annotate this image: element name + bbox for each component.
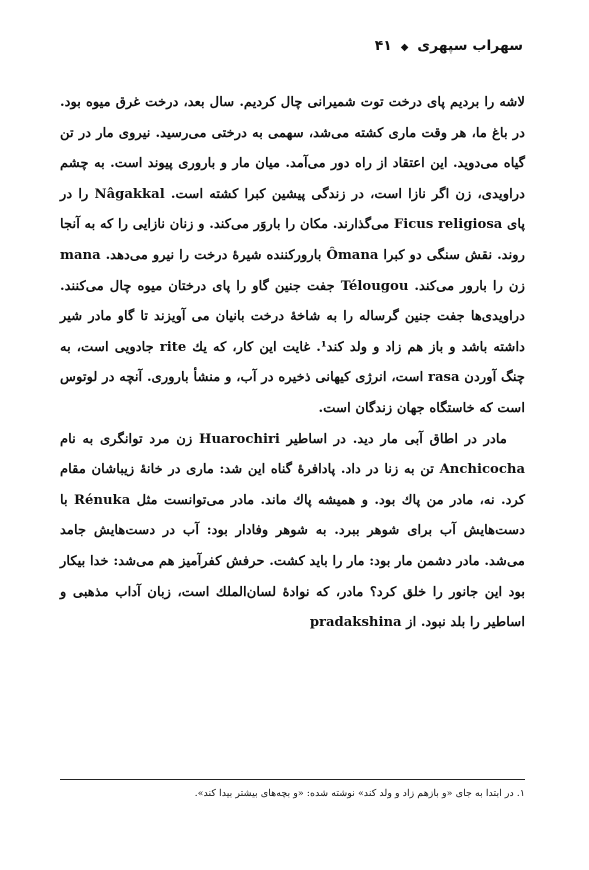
- running-title: سهراب سپهری: [417, 38, 523, 54]
- paragraph-1: لاشه را برديم پاى درخت توت شميرانى چال كرديم. سال بعد، درخت غرق ميوه بود. در باغ ما، هر وقت مارى كشته مى‌شد، سهمى به درختى مى‌رسيد. نيروى مار در تن گياه مى‌دويد. اين اعتقاد از راه دور مى‌آمد. ميان مار و بارورى پيوند است. به چشم دراويدى، زن اگر نازا است، در زندگى پيشين كبرا كشته است. Nâgakkal را در پاى Ficus religiosa مى‌گذارند. مكان را باروَر مى‌كند. و زنان نازايى را كه به آنجا روند. نقش سنگى دو كبرا Ômana بارورکننده شيرهٔ درخت را نيرو مى‌دهد. mana زن را بارور مى‌كند. Télougou جفت جنين گاو را پاى درختان ميوه چال مى‌كنند. دراويدى‌ها جفت جنين گرساله را به شاخهٔ درخت بانيان مى آويزند تا گاو مادر شير داشته باشد و باز هم زاد و ولد كند¹. غايت اين كار، كه يك rite جادويى است، به چنگ آوردن rasa است، انرژى كيهانى ذخيره در آب، و منشأ بارورى. آنچه در لوتوس است كه خاستگاه جهان زندگان است.: [60, 95, 526, 416]
- header-separator: ◆: [400, 42, 409, 53]
- body-text: [60, 88, 525, 639]
- paragraph-2: مادر در اطاق آبى مار ديد. در اساطير Huarochiri زن مرد توانگرى به نام Anchicocha تن به زنا در داد. پادافرهٔ گناه اين شد: مارى در خانهٔ زيباشان مقام كرد. نه، مادر من پاك بود. و هميشه پاك ماند. مادر مى‌توانست مثل Rénuka با دست‌هايش آب براى شوهر ببرد. به شوهر وفادار بود: آب در دست‌هايش جامد مى‌شد. مادر دشمن مار بود: مار را بايد كشت. حرفش كفرآميز هم مى‌شد: خدا بيكار بود اين جانور را خلق كرد؟ مادر، كه نوادهٔ لسان‌الملك است، زبان آداب مذهبى و اساطير را بلد نبود. از pradakshina: [60, 431, 526, 631]
- page-number: ۴۱: [374, 38, 392, 54]
- page-header: [60, 38, 523, 54]
- footnote: ١. در ابتدا به جاى «و بازهم زاد و ولد كند» نوشته شده: «و بچه‌هاى بيشتر بيدا كند».: [194, 788, 525, 799]
- footnote-divider: [60, 779, 525, 780]
